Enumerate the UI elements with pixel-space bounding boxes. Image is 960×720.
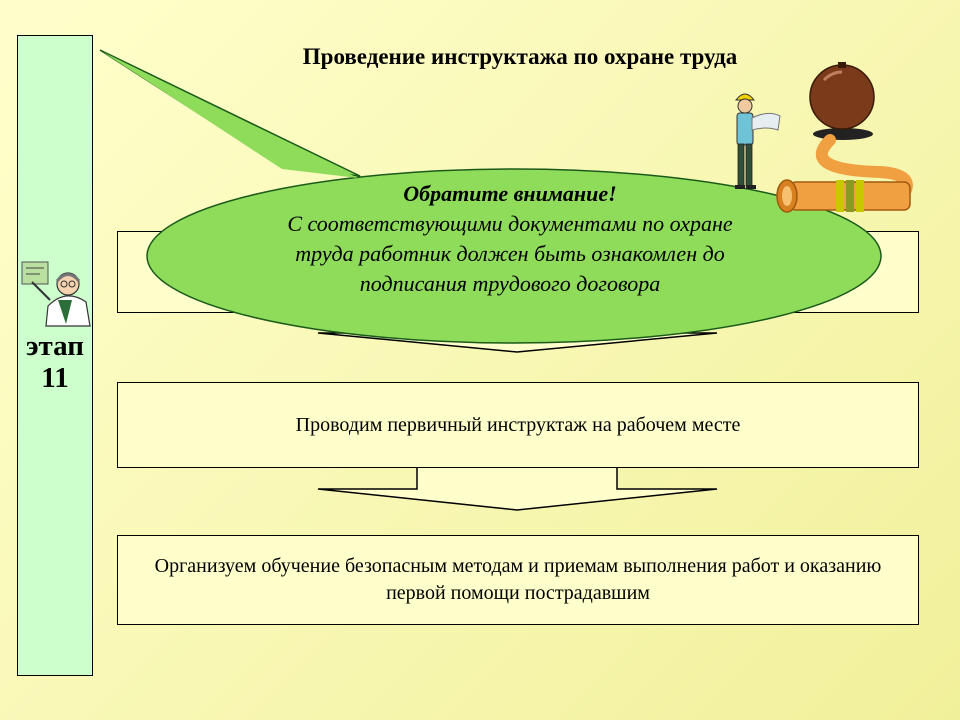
callout-body: С соответствующими документами по охране труда работник должен быть ознакомлен до подписания трудового договора xyxy=(287,211,733,296)
stage-word: этап xyxy=(26,330,84,362)
down-arrow-2 xyxy=(318,468,717,510)
step-text-2: Проводим первичный инструктаж на рабочем месте xyxy=(295,413,741,436)
callout-text xyxy=(270,179,750,299)
page-title: Проведение инструктажа по охране труда xyxy=(302,44,738,69)
step-text-3: Организуем обучение безопасным методам и приемам выполнения работ и оказанию первой помощи пострадавшим xyxy=(154,555,882,604)
callout-heading: Обратите внимание! xyxy=(403,181,617,206)
stage-number: 11 xyxy=(41,362,69,394)
worker-icon xyxy=(735,94,780,189)
pipeline-icon xyxy=(777,62,910,212)
